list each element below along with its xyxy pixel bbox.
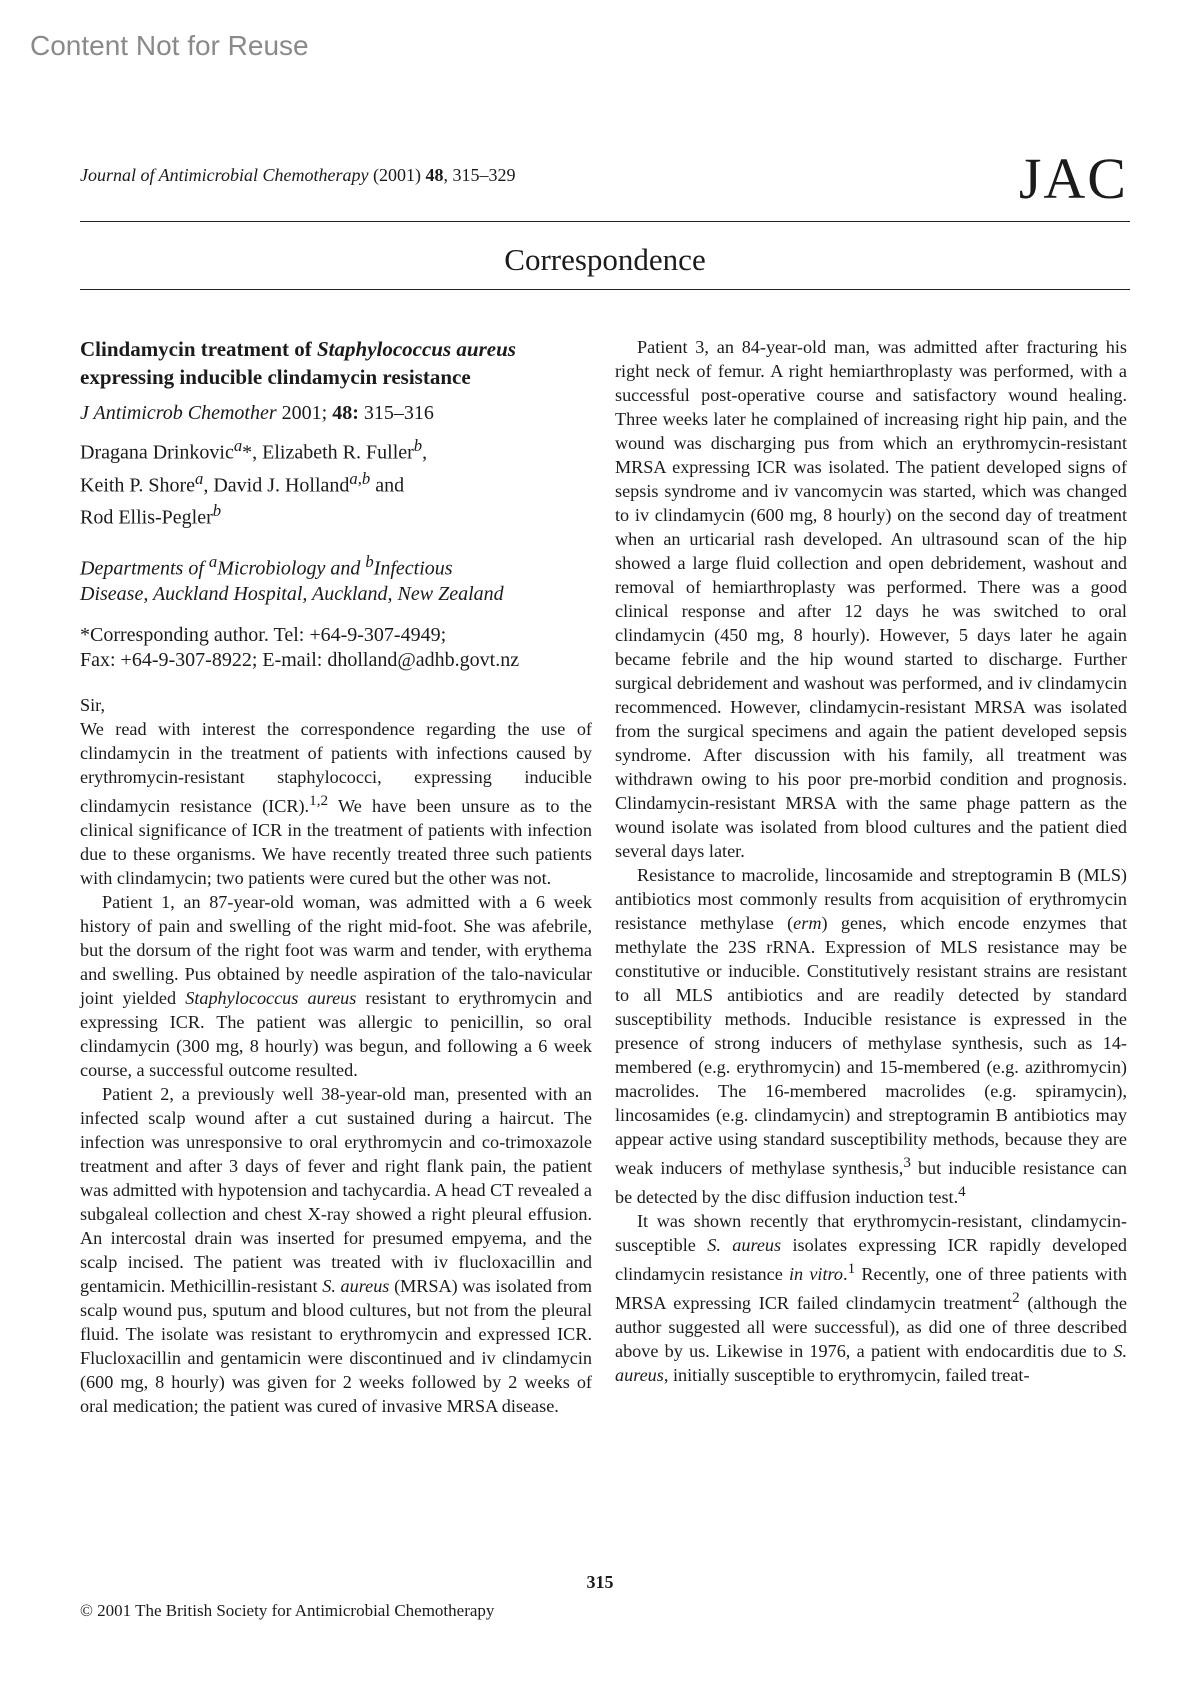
affiliation-text: Disease, Auckland Hospital, Auckland, New Zealand [80,582,504,605]
organism-name: Staphylococcus aureus [185,987,357,1008]
affiliation-mark: b [365,551,374,571]
para-text: but inducible resistance can be detected by the disc diffusion induction test. [615,1158,1127,1208]
author-affil-mark: a,b [349,468,371,488]
reference-mark: 2 [1012,1289,1020,1307]
para-text: It was shown recently that erythromycin-resistant, clindamycin-susceptible [615,1211,1127,1256]
author-separator: , [252,441,263,464]
para-text: Recently, one of three patients with MRSA expressing ICR failed clindamycin treatment [615,1264,1128,1314]
left-column [80,335,592,1418]
watermark: Content Not for Reuse [30,30,309,61]
page-number: 315 [586,1572,614,1592]
journal-volume: 48 [425,165,444,185]
contact-fax-email: Fax: +64-9-307-8922; E-mail: dholland@adhb.govt.nz [80,648,520,671]
para-text: resistant to erythromycin and expressing ICR. The patient was allergic to penicillin, so oral clindamycin (300 mg, 8 hourly) was begun, and following a 6 week course, a successful outcome resulted. [80,987,593,1080]
organism-name: S. aureus [615,1341,1127,1386]
author-affil-mark: b [212,501,222,521]
title-text-line2: expressing inducible clindamycin resistance [80,365,471,389]
para-text: isolates expressing ICR rapidly developed clindamycin resistance [615,1235,1127,1285]
para-text: ) genes, which encode enzymes that methylate the 23S rRNA. Expression of MLS resistance may be constitutive or inducible. Constitutively resistant strains are resistant to all MLS antibiotics and are readily detected by standard susceptibility methods. Inducible resistance is expressed in the presence of strong inducers of methylase synthesis, such as 14-membered (e.g. erythromycin) and 15-membered (e.g. azithromycin) macrolides. The 16-membered macrolides (e.g. spiramycin), lincosamides (e.g. clindamycin) and streptogramin B antibiotics may appear active using standard susceptibility methods, because they are weak inducers of methylase synthesis, [615,913,1127,1179]
citation-volume: 48: [332,402,359,424]
para-text: (MRSA) was isolated from scalp wound pus, sputum and blood cultures, but not from the pleural fluid. The isolate was resistant to erythromycin and expressed ICR. Flucloxacillin and gentamicin were discontinued and iv clindamycin (600 mg, 8 hourly) was given for 2 weeks followed by 2 weeks of oral medication; the patient was cured of invasive MRSA disease. [80,1275,593,1416]
citation-pages: 315–316 [358,402,434,424]
latin-term: in vitro [789,1264,844,1285]
author-affil-mark: a [195,468,204,488]
affiliation-mark: a [208,551,218,571]
paragraph-mls-resistance [615,863,1127,1209]
author-separator: , [203,474,214,497]
author-affiliation [80,549,592,607]
para-text: We read with interest the correspondence regarding the use of clindamycin in the treatment of patients with infections caused by erythromycin-resistant staphylococci, expressing inducible clindamycin resistance (ICR). [80,718,592,816]
author-affil-mark: a [233,436,243,455]
author-name: Elizabeth R. Fuller [262,441,414,464]
affiliation-text: Infectious [373,557,453,580]
author-name: Rod Ellis-Pegler [80,506,213,529]
contact-phone: *Corresponding author. Tel: +64-9-307-4949; [80,623,447,646]
author-list [80,433,592,531]
journal-pages: , 315–329 [443,165,516,185]
para-text: (although the author suggested all were successful), as did one of three described above by us. Likewise in 1976, a patient with endocarditis due to [615,1293,1127,1362]
author-affil-mark: b [413,436,423,455]
author-name: David J. Holland [213,474,350,497]
reference-mark: 1 [847,1260,856,1278]
reference-mark: 3 [903,1154,911,1171]
corresponding-mark: * [242,441,253,464]
paragraph-patient-1 [80,890,592,1082]
paragraph-patient-3: Patient 3, an 84-year-old man, was admitted after fracturing his right neck of femur. A right hemiarthroplasty was performed, with a successful post-operative course and satisfactory wound healing. Three weeks later he complained of increasing right hip pain, and the wound was discharging pus from which an erythromycin-resistant MRSA expressing ICR was isolated. The patient developed signs of sepsis syndrome and iv vancomycin was started, which was changed to iv clindamycin (600 mg, 8 hourly) on the second day of treatment when an urticarial rash developed. An ultrasound scan of the hip showed a large fluid collection and open debridement, washout and removal of hemiarthroplasty was performed. There was a good clinical response and after 12 days he was switched to oral clindamycin (450 mg, 8 hourly). However, 5 days later he again became febrile and the hip wound started to discharge. Further surgical debridement and washout was performed, and iv clindamycin recommenced. However, clindamycin-resistant MRSA was isolated from the surgical specimens and again the patient developed sepsis syndrome. After discussion with his family, all treatment was withdrawn owing to his poor pre-morbid condition and prognosis. Clindamycin-resistant MRSA with the same phage pattern as the wound isolate was isolated from blood cultures and the patient died several days later. [615,337,1127,861]
header-rule-bottom [80,289,1130,290]
citation-journal: J Antimicrob Chemother [80,402,277,424]
title-text: Clindamycin treatment of [80,337,317,361]
title-organism: Staphylococcus aureus [317,337,516,361]
copyright-notice: © 2001 The British Society for Antimicrobial Chemotherapy [80,1601,495,1620]
para-text: We have been unsure as to the clinical significance of ICR in the treatment of patients with infection due to these organisms. We have recently treated three such patients with clindamycin; two patients were cured but the other was not. [80,795,592,888]
section-title: Correspondence [504,242,706,277]
article-title [80,335,592,391]
paragraph-patient-2 [80,1082,592,1418]
para-text: Resistance to macrolide, lincosamide and streptogramin B (MLS) antibiotics most commonly results from acquisition of erythromycin resistance methylase ( [615,865,1127,933]
author-name: Keith P. Shore [80,474,195,497]
salutation: Sir, [80,694,106,715]
gene-name: erm [793,913,822,933]
author-separator: , [422,441,428,464]
organism-name: S. aureus [322,1275,390,1296]
citation-year: 2001; [276,402,333,424]
journal-citation-header [80,165,515,186]
affiliation-text: Departments of [80,557,209,580]
header-rule-top [80,221,1130,222]
jac-logo: JAC [1018,146,1128,211]
para-text: Patient 1, an 87-year-old woman, was admitted with a 6 week history of pain and swelling of the right mid-foot. She was afebrile, but the dorsum of the right foot was warm and tender, with erythema and swelling. Pus obtained by needle aspiration of the talo-navicular joint yielded [80,891,592,1008]
organism-name: S. aureus [707,1235,782,1256]
corresponding-author-info [80,623,592,673]
journal-name: Journal of Antimicrobial Chemotherapy [80,165,369,185]
paragraph-recent-findings [615,1209,1127,1387]
journal-year: (2001) [372,165,421,185]
right-column [615,335,1127,1387]
para-text: Patient 2, a previously well 38-year-old man, presented with an infected scalp wound after a cut sustained during a haircut. The infection was unresponsive to oral erythromycin and co-trimoxazole treatment and after 3 days of fever and right flank pain, the patient was admitted with hypotension and tachycardia. A head CT revealed a subgaleal collection and chest X-ray showed a right pleural effusion. An intercostal drain was inserted for presumed empyema, and the scalp incised. The patient was treated with iv flucloxacillin and gentamicin. Methicillin-resistant [80,1083,592,1296]
para-text: . [843,1264,848,1285]
article-citation [80,401,592,425]
affiliation-text: Microbiology and [217,557,366,580]
reference-mark: 4 [958,1183,966,1201]
reference-mark: 1,2 [309,791,329,809]
author-separator: and [370,474,405,497]
para-text: , initially susceptible to erythromycin, failed treat- [663,1365,1030,1386]
author-name: Dragana Drinkovic [80,441,234,464]
paragraph-intro [80,717,592,890]
